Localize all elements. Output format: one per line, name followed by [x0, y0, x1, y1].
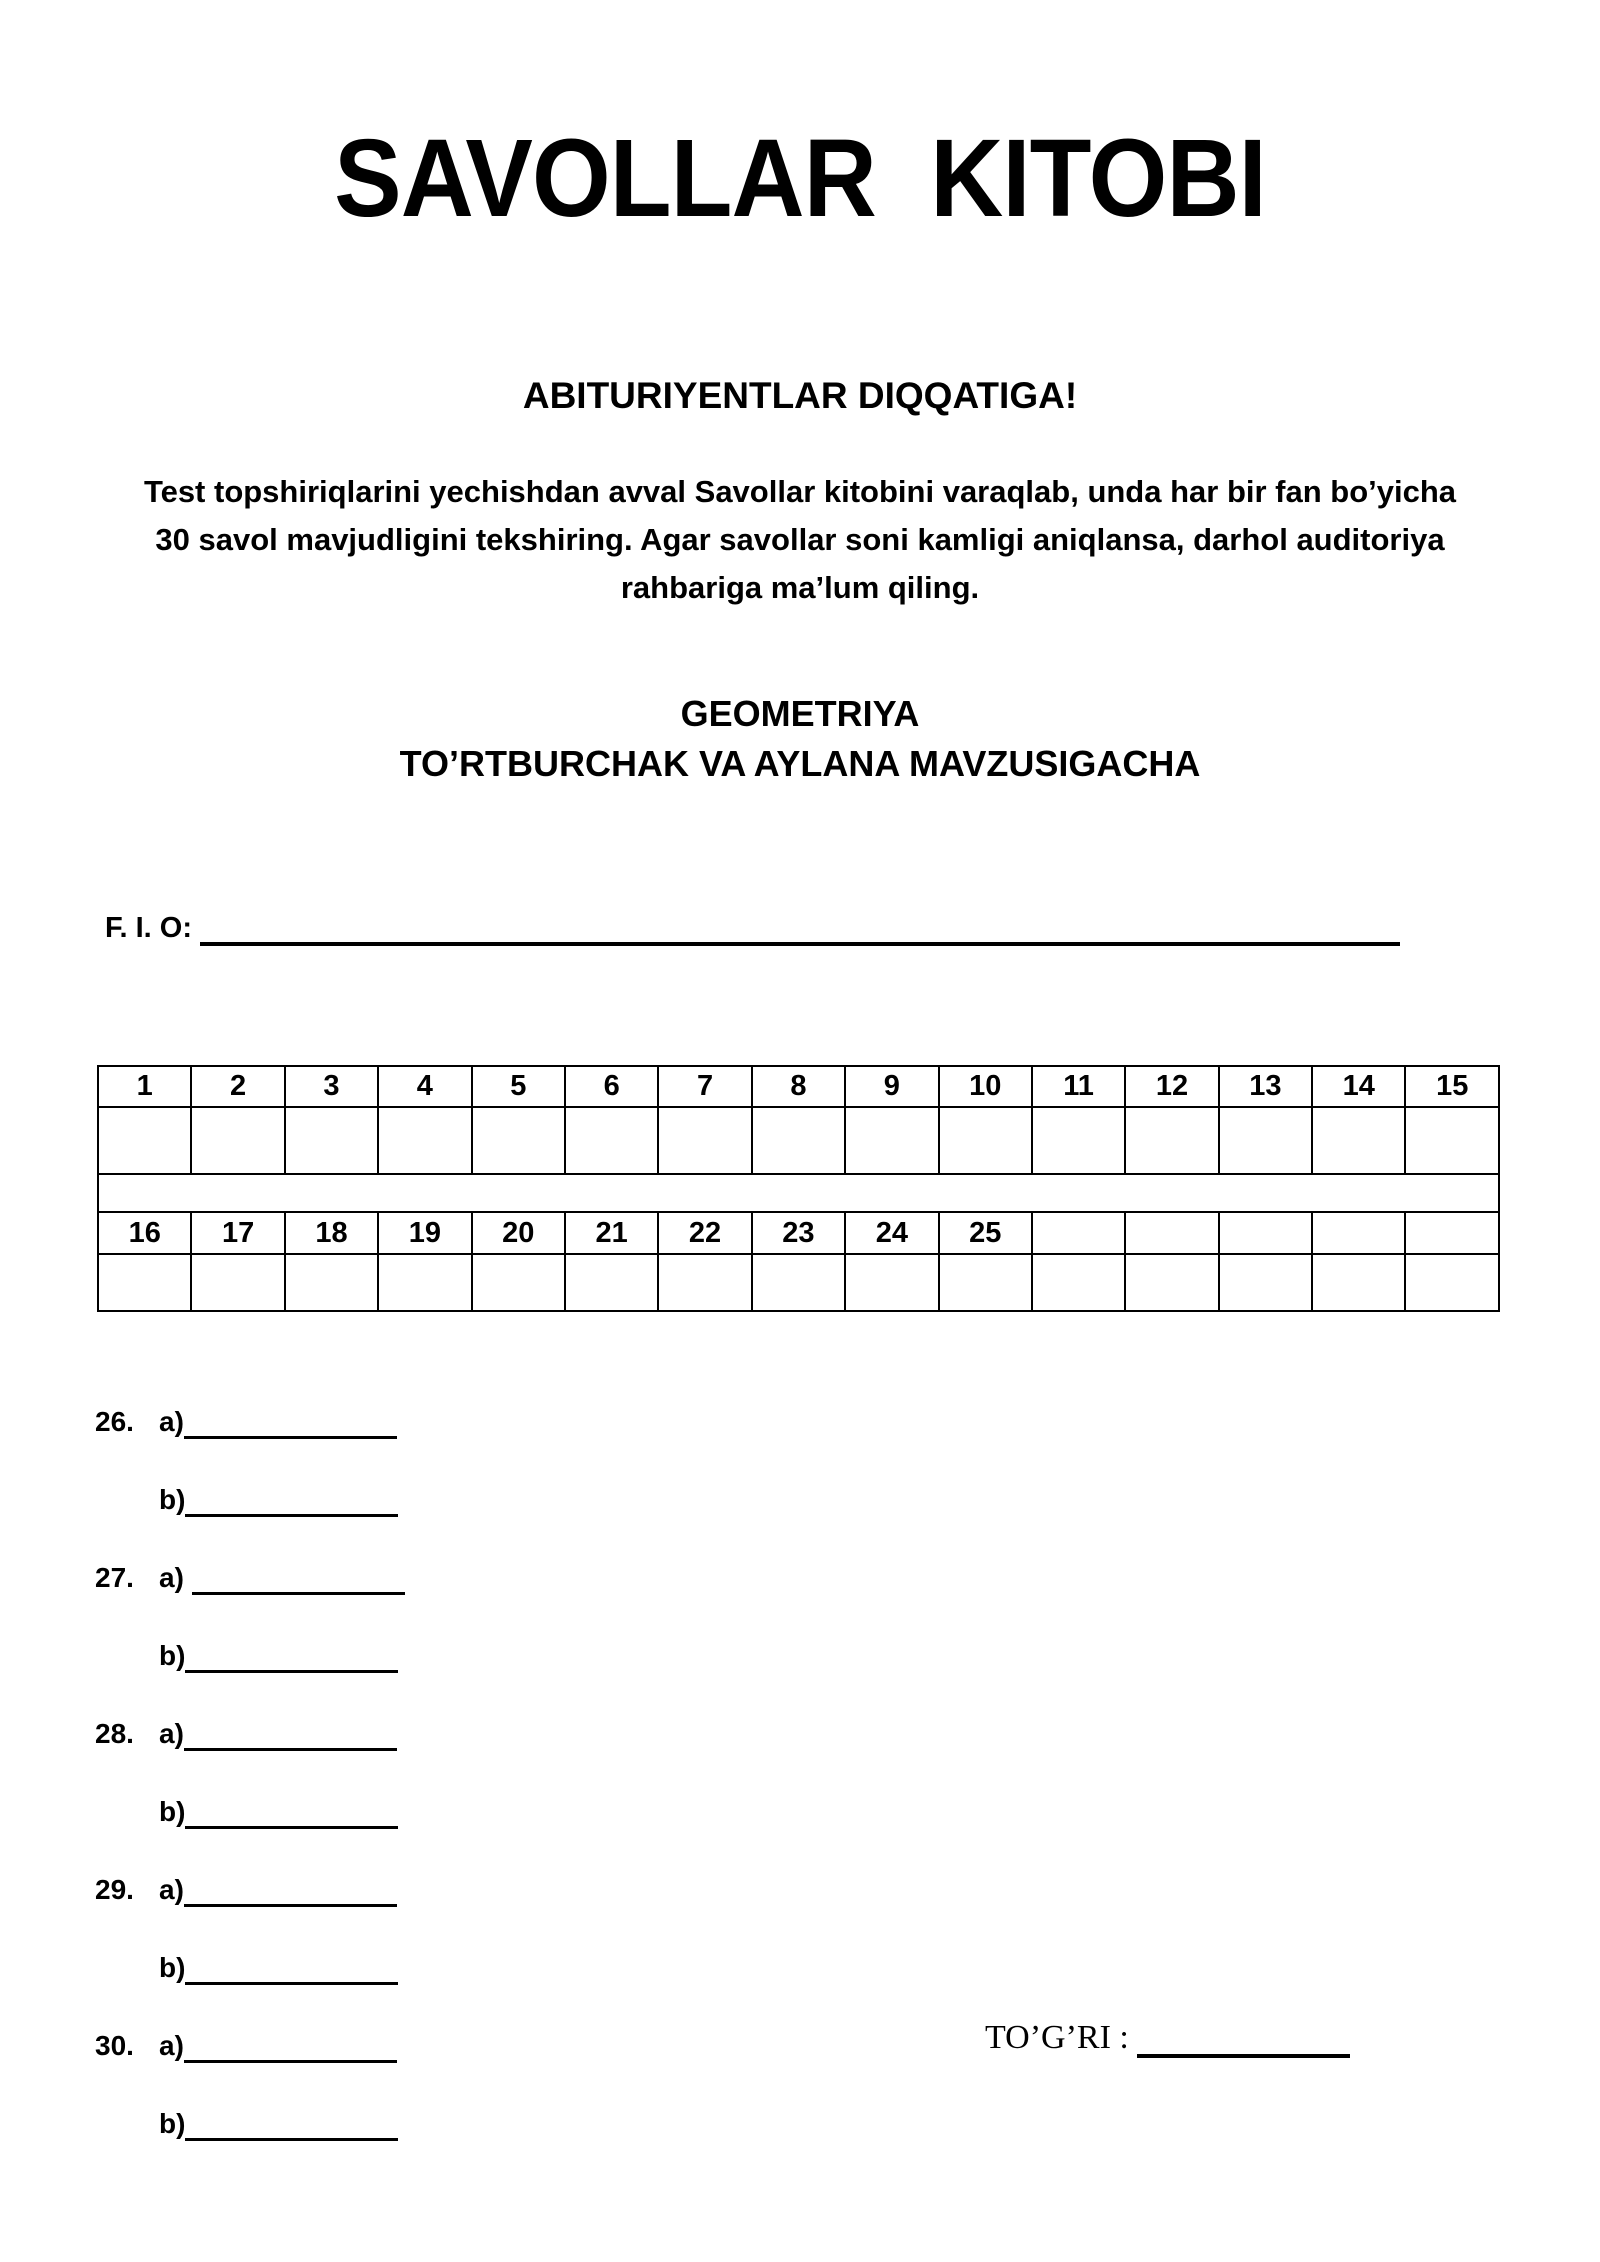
grid-answer-cell[interactable]: [845, 1254, 938, 1311]
grid-number-cell: 23: [752, 1212, 845, 1254]
grid-number-cell: [1125, 1212, 1218, 1254]
item-number: 30.: [95, 2030, 134, 2061]
written-item-30a: [95, 2029, 397, 2063]
grid-number-cell: 15: [1405, 1066, 1499, 1107]
notice-line: rahbariga ma’lum qiling.: [620, 570, 980, 605]
togri-label: TO’G’RI :: [985, 2019, 1129, 2056]
grid-number-cell: 2: [191, 1066, 284, 1107]
written-item-26a: [95, 1405, 397, 1439]
grid-answer-cell[interactable]: [1312, 1107, 1405, 1174]
fio-blank-line[interactable]: [200, 912, 1400, 946]
grid-answer-cell[interactable]: [752, 1107, 845, 1174]
topic-heading: TO’RTBURCHAK VA AYLANA MAVZUSIGACHA: [399, 743, 1201, 784]
grid-number-row: [98, 1066, 1499, 1107]
answer-blank-line[interactable]: [185, 1484, 398, 1517]
grid-answer-cell[interactable]: [565, 1107, 658, 1174]
grid-number-cell: 7: [658, 1066, 751, 1107]
grid-number-cell: 14: [1312, 1066, 1405, 1107]
grid-answer-cell[interactable]: [752, 1254, 845, 1311]
grid-answer-cell[interactable]: [1125, 1254, 1218, 1311]
grid-number-cell: 16: [98, 1212, 191, 1254]
grid-answer-cell[interactable]: [98, 1254, 191, 1311]
togri-row: [985, 2018, 1350, 2058]
grid-answer-cell[interactable]: [565, 1254, 658, 1311]
grid-answer-cell[interactable]: [658, 1107, 751, 1174]
answer-grid: [97, 1065, 1500, 1312]
written-item-29b: [159, 1951, 398, 1985]
grid-answer-cell[interactable]: [378, 1107, 471, 1174]
grid-number-cell: [1405, 1212, 1499, 1254]
item-number: 29.: [95, 1874, 134, 1905]
grid-number-row: [98, 1212, 1499, 1254]
option-b-label: b): [159, 2108, 186, 2139]
option-b-label: b): [159, 1484, 186, 1515]
grid-number-cell: 1: [98, 1066, 191, 1107]
grid-number-cell: 24: [845, 1212, 938, 1254]
grid-number-cell: 10: [939, 1066, 1032, 1107]
grid-answer-cell[interactable]: [1405, 1254, 1499, 1311]
answer-blank-line[interactable]: [184, 1406, 397, 1439]
grid-answer-cell[interactable]: [1312, 1254, 1405, 1311]
grid-gap-cell: [98, 1174, 1499, 1212]
grid-number-cell: 3: [285, 1066, 378, 1107]
notice-line: Test topshiriqlarini yechishdan avval Savollar kitobini varaqlab, unda har bir fan bo’yicha: [143, 474, 1457, 509]
option-a-label: a): [159, 1406, 184, 1437]
grid-answer-cell[interactable]: [939, 1107, 1032, 1174]
grid-answer-cell[interactable]: [1032, 1107, 1125, 1174]
page-title: SAVOLLAR KITOBI: [334, 117, 1266, 240]
answer-blank-line[interactable]: [184, 1874, 397, 1907]
grid-gap-row: [98, 1174, 1499, 1212]
answer-blank-line[interactable]: [185, 2108, 398, 2141]
grid-answer-cell[interactable]: [939, 1254, 1032, 1311]
notice-line: 30 savol mavjudligini tekshiring. Agar savollar soni kamligi aniqlansa, darhol auditoriya: [155, 522, 1445, 557]
grid-number-cell: 25: [939, 1212, 1032, 1254]
option-a-label: a): [159, 1874, 184, 1905]
written-item-26b: [159, 1483, 398, 1517]
answer-blank-line[interactable]: [185, 1796, 398, 1829]
grid-answer-cell[interactable]: [1405, 1107, 1499, 1174]
option-a-label: a): [159, 2030, 184, 2061]
grid-answer-cell[interactable]: [1125, 1107, 1218, 1174]
grid-answer-cell[interactable]: [285, 1107, 378, 1174]
grid-answer-cell[interactable]: [1219, 1107, 1312, 1174]
fio-row: [105, 910, 1400, 946]
grid-answer-cell[interactable]: [98, 1107, 191, 1174]
grid-number-cell: [1032, 1212, 1125, 1254]
grid-answer-cell[interactable]: [191, 1107, 284, 1174]
option-a-label: a): [159, 1562, 184, 1593]
grid-number-cell: [1312, 1212, 1405, 1254]
grid-answer-cell[interactable]: [285, 1254, 378, 1311]
option-b-label: b): [159, 1640, 186, 1671]
item-number: 27.: [95, 1562, 134, 1593]
grid-number-cell: 9: [845, 1066, 938, 1107]
grid-number-cell: 13: [1219, 1066, 1312, 1107]
notice-paragraph: [80, 468, 1520, 612]
option-b-label: b): [159, 1796, 186, 1827]
answer-blank-line[interactable]: [184, 2030, 397, 2063]
notice-heading: ABITURIYENTLAR DIQQATIGA!: [522, 375, 1078, 416]
option-a-label: a): [159, 1718, 184, 1749]
grid-number-cell: 20: [472, 1212, 565, 1254]
item-number: 28.: [95, 1718, 134, 1749]
grid-number-cell: 18: [285, 1212, 378, 1254]
grid-answer-row: [98, 1254, 1499, 1311]
written-item-30b: [159, 2107, 398, 2141]
grid-number-cell: 21: [565, 1212, 658, 1254]
grid-number-cell: 22: [658, 1212, 751, 1254]
grid-answer-cell[interactable]: [472, 1107, 565, 1174]
grid-answer-row: [98, 1107, 1499, 1174]
answer-blank-line[interactable]: [192, 1562, 405, 1595]
grid-answer-cell[interactable]: [191, 1254, 284, 1311]
grid-number-cell: 17: [191, 1212, 284, 1254]
grid-answer-cell[interactable]: [845, 1107, 938, 1174]
item-number: 26.: [95, 1406, 134, 1437]
grid-answer-cell[interactable]: [378, 1254, 471, 1311]
grid-answer-cell[interactable]: [658, 1254, 751, 1311]
togri-blank-line[interactable]: [1137, 2024, 1350, 2058]
fio-label: F. I. O:: [105, 912, 192, 944]
grid-answer-cell[interactable]: [1032, 1254, 1125, 1311]
answer-blank-line[interactable]: [185, 1952, 398, 1985]
written-item-28a: [95, 1717, 397, 1751]
grid-answer-cell[interactable]: [1219, 1254, 1312, 1311]
subject-heading: GEOMETRIYA: [680, 693, 920, 734]
grid-number-cell: 5: [472, 1066, 565, 1107]
written-item-27a: [95, 1561, 405, 1595]
grid-answer-cell[interactable]: [472, 1254, 565, 1311]
option-b-label: b): [159, 1952, 186, 1983]
grid-number-cell: 4: [378, 1066, 471, 1107]
grid-number-cell: [1219, 1212, 1312, 1254]
grid-number-cell: 12: [1125, 1066, 1218, 1107]
answer-blank-line[interactable]: [184, 1718, 397, 1751]
grid-number-cell: 8: [752, 1066, 845, 1107]
grid-number-cell: 11: [1032, 1066, 1125, 1107]
answer-blank-line[interactable]: [185, 1640, 398, 1673]
written-item-27b: [159, 1639, 398, 1673]
written-item-28b: [159, 1795, 398, 1829]
grid-number-cell: 6: [565, 1066, 658, 1107]
written-item-29a: [95, 1873, 397, 1907]
grid-number-cell: 19: [378, 1212, 471, 1254]
